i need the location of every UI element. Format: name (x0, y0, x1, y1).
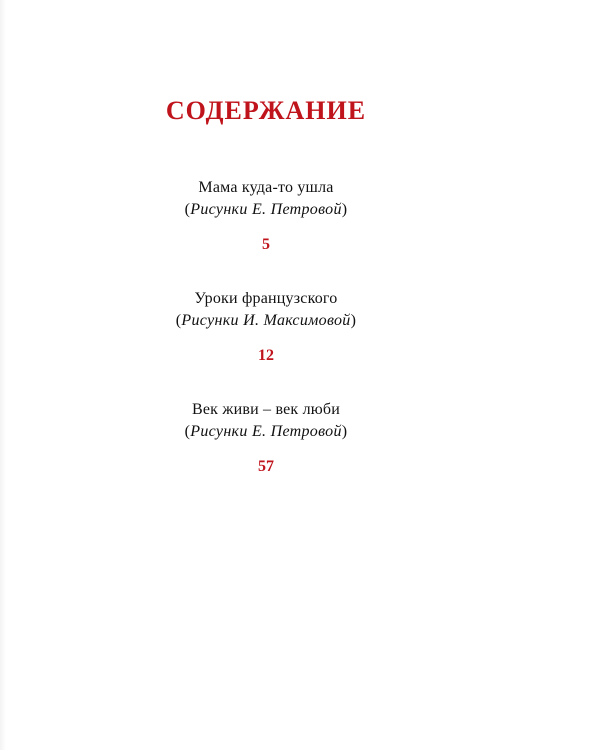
toc-entry-illustrator: Рисунки Е. Петровой (190, 423, 342, 440)
toc-entry-page-number[interactable]: 5 (262, 236, 270, 253)
toc-entry-page-number[interactable]: 57 (258, 458, 274, 475)
toc-entry-illustrator: Рисунки Е. Петровой (190, 201, 342, 218)
toc-entry-title: Век живи – век люби (191, 401, 341, 418)
toc-entry-title: Мама куда-то ушла (198, 179, 334, 196)
toc-entry-page-number[interactable]: 12 (258, 347, 274, 364)
toc-entry-illustrations: (Рисунки И. Максимовой) (175, 312, 357, 329)
toc-entry-illustrator: Рисунки И. Максимовой (181, 312, 351, 329)
toc-entry (0, 288, 532, 366)
toc-entry-illustrations: (Рисунки Е. Петровой) (184, 423, 348, 440)
toc-entry (0, 177, 532, 255)
toc-entry-title: Уроки французского (194, 290, 338, 307)
toc-entry (0, 399, 532, 477)
toc-title: СОДЕРЖАНИЕ (165, 96, 367, 125)
toc-entry-illustrations: (Рисунки Е. Петровой) (184, 201, 348, 218)
